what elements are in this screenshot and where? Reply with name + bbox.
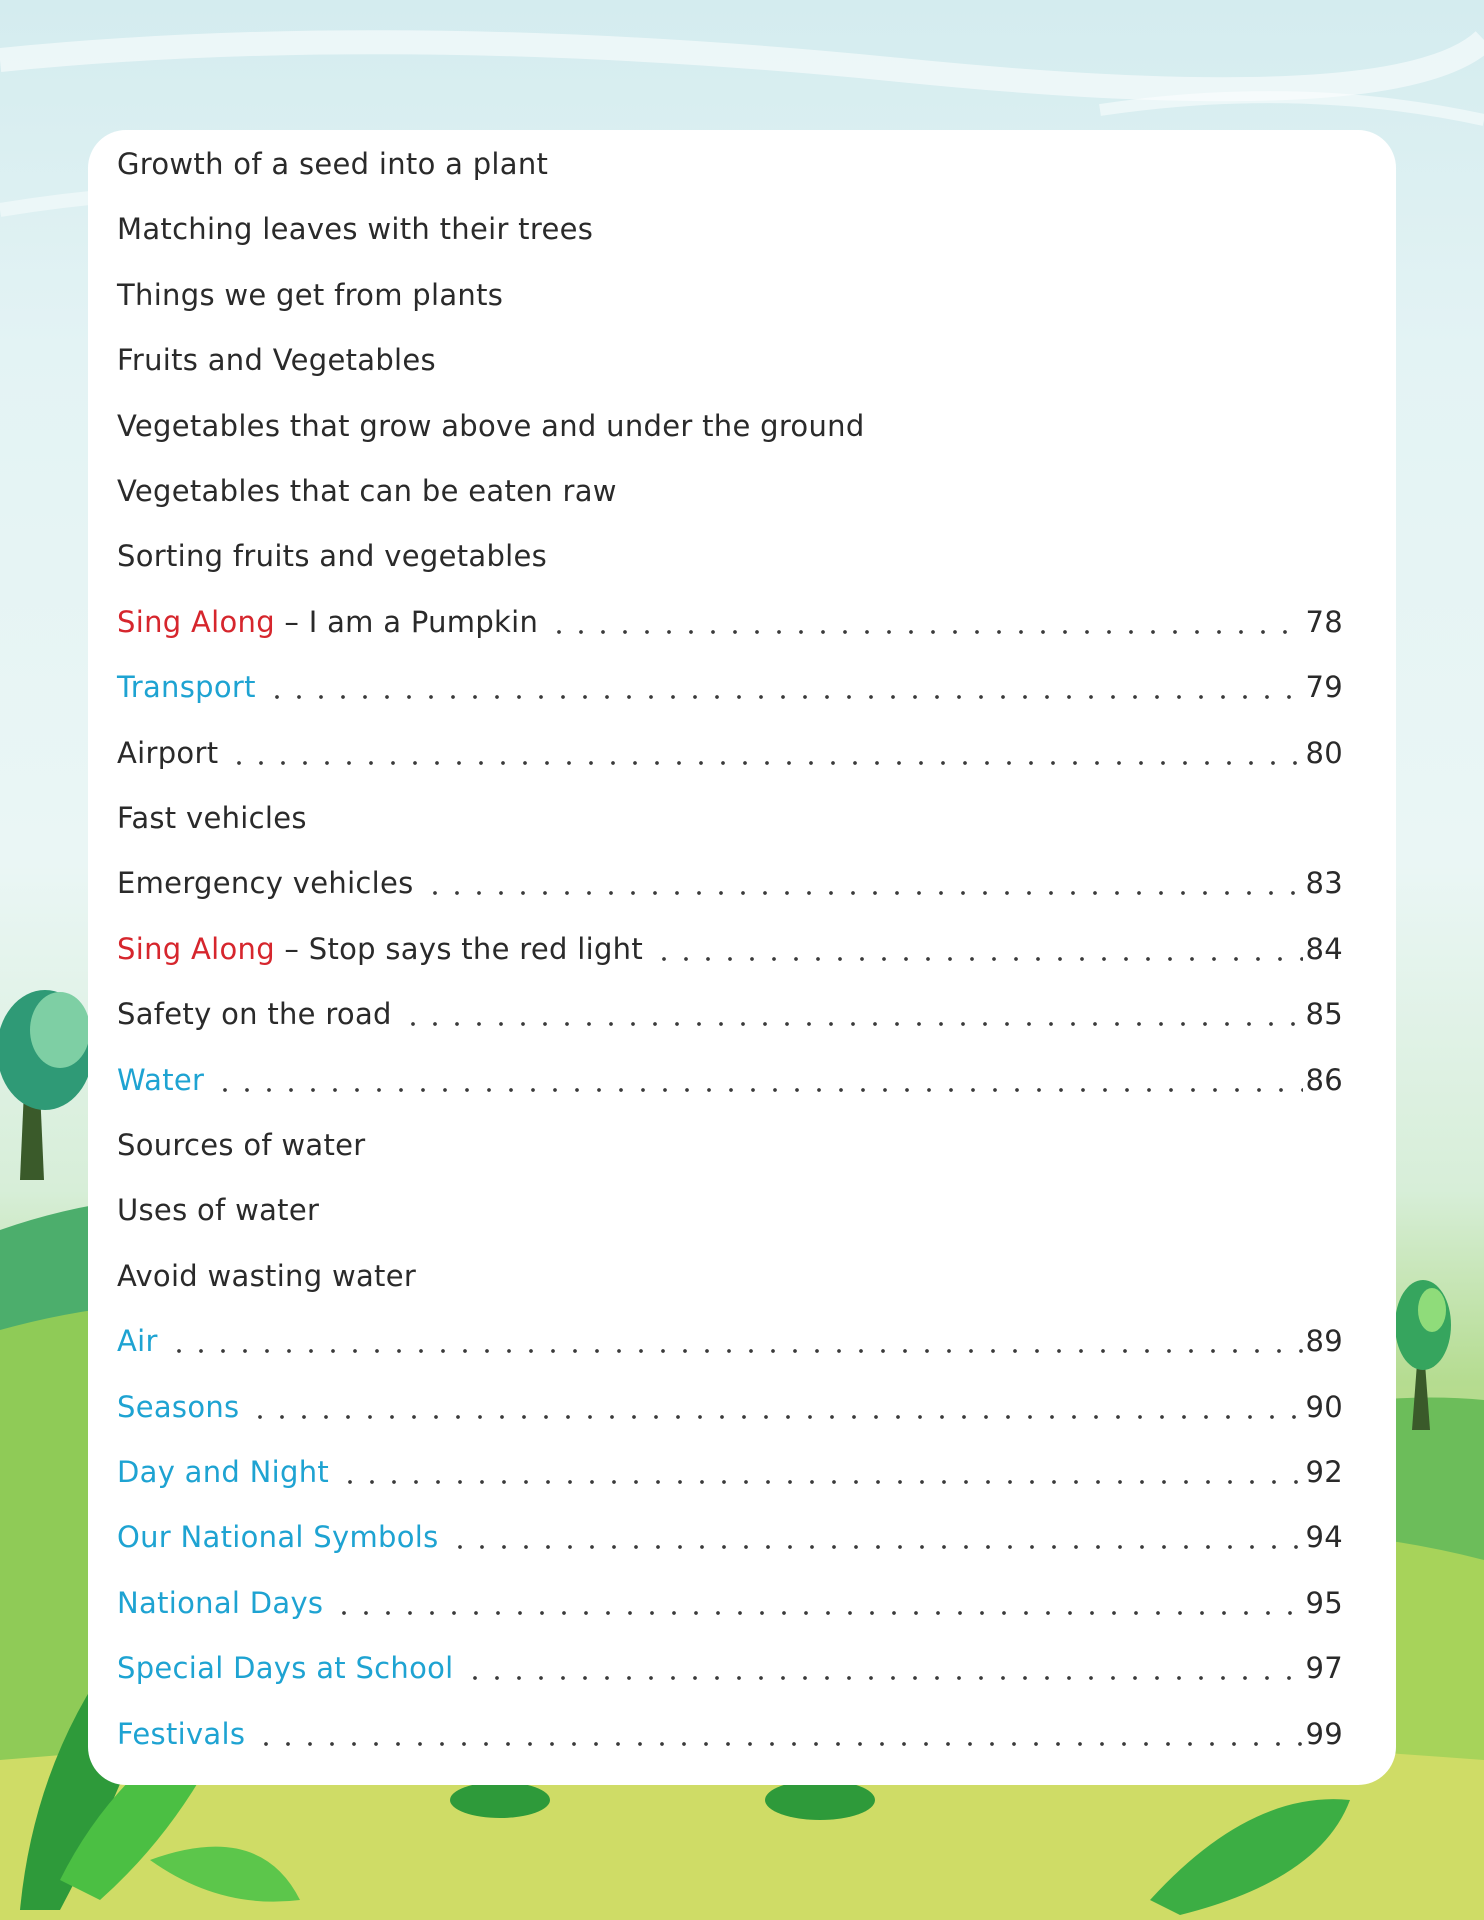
toc-entry[interactable] [117, 404, 1343, 448]
toc-entry[interactable] [117, 1646, 1343, 1690]
toc-page-number: 90 [1305, 1389, 1343, 1424]
dot-leader [647, 927, 1303, 971]
toc-entry[interactable] [117, 1188, 1343, 1232]
toc-entry[interactable] [117, 207, 1343, 251]
toc-entry[interactable] [117, 1581, 1343, 1625]
dot-leader [243, 1385, 1303, 1429]
toc-entry[interactable] [117, 273, 1343, 317]
toc-entry[interactable] [117, 796, 1343, 840]
toc-entry-title: Uses of water [117, 1193, 320, 1228]
toc-page-number: 80 [1305, 735, 1343, 770]
dot-leader [260, 665, 1304, 709]
toc-page-number: 78 [1305, 604, 1343, 639]
dot-leader [418, 861, 1304, 905]
toc-entry[interactable] [117, 665, 1343, 709]
sing-along-label: Sing Along [117, 931, 275, 966]
toc-entry-title: Avoid wasting water [117, 1258, 417, 1293]
toc-page-number: 95 [1305, 1585, 1343, 1620]
toc-page-number: 85 [1305, 997, 1343, 1032]
toc-entry[interactable] [117, 1515, 1343, 1559]
dot-leader [458, 1646, 1304, 1690]
toc-entry[interactable] [117, 469, 1343, 513]
toc-entry-title: Our National Symbols [117, 1520, 439, 1555]
toc-entry-title: Transport [117, 670, 256, 705]
dot-leader [249, 1712, 1303, 1756]
dot-leader [327, 1581, 1303, 1625]
dot-leader [443, 1515, 1304, 1559]
toc-entry-title: – Stop says the red light [274, 931, 643, 966]
toc-entry-title: Special Days at School [117, 1651, 454, 1686]
toc-page-number: 79 [1305, 670, 1343, 705]
toc-entry[interactable] [117, 927, 1343, 971]
toc-entry[interactable] [117, 142, 1343, 186]
toc-entry-title: Vegetables that can be eaten raw [117, 474, 617, 508]
sing-along-label: Sing Along [117, 604, 275, 639]
dot-leader [542, 600, 1303, 644]
dot-leader [396, 992, 1304, 1036]
toc-entry-title: Festivals [117, 1716, 246, 1751]
toc-page-number: 89 [1305, 1324, 1343, 1359]
toc-page-number: 97 [1305, 1651, 1343, 1686]
dot-leader [333, 1450, 1303, 1494]
toc-entry[interactable] [117, 338, 1343, 382]
toc-entry-title: Sorting fruits and vegetables [117, 539, 548, 574]
toc-entry-title: Water [117, 1062, 205, 1097]
toc-entry-title: Air [117, 1324, 158, 1359]
toc-entry[interactable] [117, 600, 1343, 644]
toc-entry[interactable] [117, 1319, 1343, 1363]
toc-entry-title: Matching leaves with their trees [117, 212, 594, 247]
dot-leader [222, 731, 1303, 775]
toc-entry-title: Day and Night [117, 1455, 330, 1489]
toc-page-number: 84 [1305, 931, 1343, 966]
toc-entry[interactable] [117, 1254, 1343, 1298]
toc-entry-title: Fast vehicles [117, 801, 307, 835]
toc-entry-title: – I am a Pumpkin [274, 604, 539, 639]
toc-entry-title: Sources of water [117, 1128, 366, 1162]
toc-entry[interactable] [117, 1712, 1343, 1756]
toc-page-number: 94 [1305, 1520, 1343, 1555]
toc-entry[interactable] [117, 1450, 1343, 1494]
toc-entry-title: Growth of a seed into a plant [117, 147, 549, 181]
toc-entry-title: Emergency vehicles [117, 866, 414, 901]
toc-entry[interactable] [117, 1123, 1343, 1167]
toc-entry[interactable] [117, 731, 1343, 775]
toc-page-number: 83 [1305, 866, 1343, 901]
toc-entry-title: National Days [117, 1585, 324, 1620]
toc-entry-title: Things we get from plants [117, 277, 504, 312]
dot-leader [208, 1058, 1303, 1102]
toc-entry[interactable] [117, 992, 1343, 1036]
toc-entry[interactable] [117, 1058, 1343, 1102]
toc-entry-title: Safety on the road [117, 997, 392, 1032]
toc-page-number: 92 [1305, 1455, 1343, 1489]
toc-entry[interactable] [117, 534, 1343, 578]
toc-page-number: 99 [1305, 1716, 1343, 1751]
toc-entry-title: Airport [117, 735, 219, 770]
toc-entry-title: Vegetables that grow above and under the ground [117, 408, 865, 443]
toc-entry-title: Seasons [117, 1389, 240, 1424]
toc-entry-title: Fruits and Vegetables [117, 343, 436, 378]
toc-entry[interactable] [117, 861, 1343, 905]
dot-leader [162, 1319, 1304, 1363]
toc-entry[interactable] [117, 1385, 1343, 1429]
toc-page-number: 86 [1305, 1062, 1343, 1097]
